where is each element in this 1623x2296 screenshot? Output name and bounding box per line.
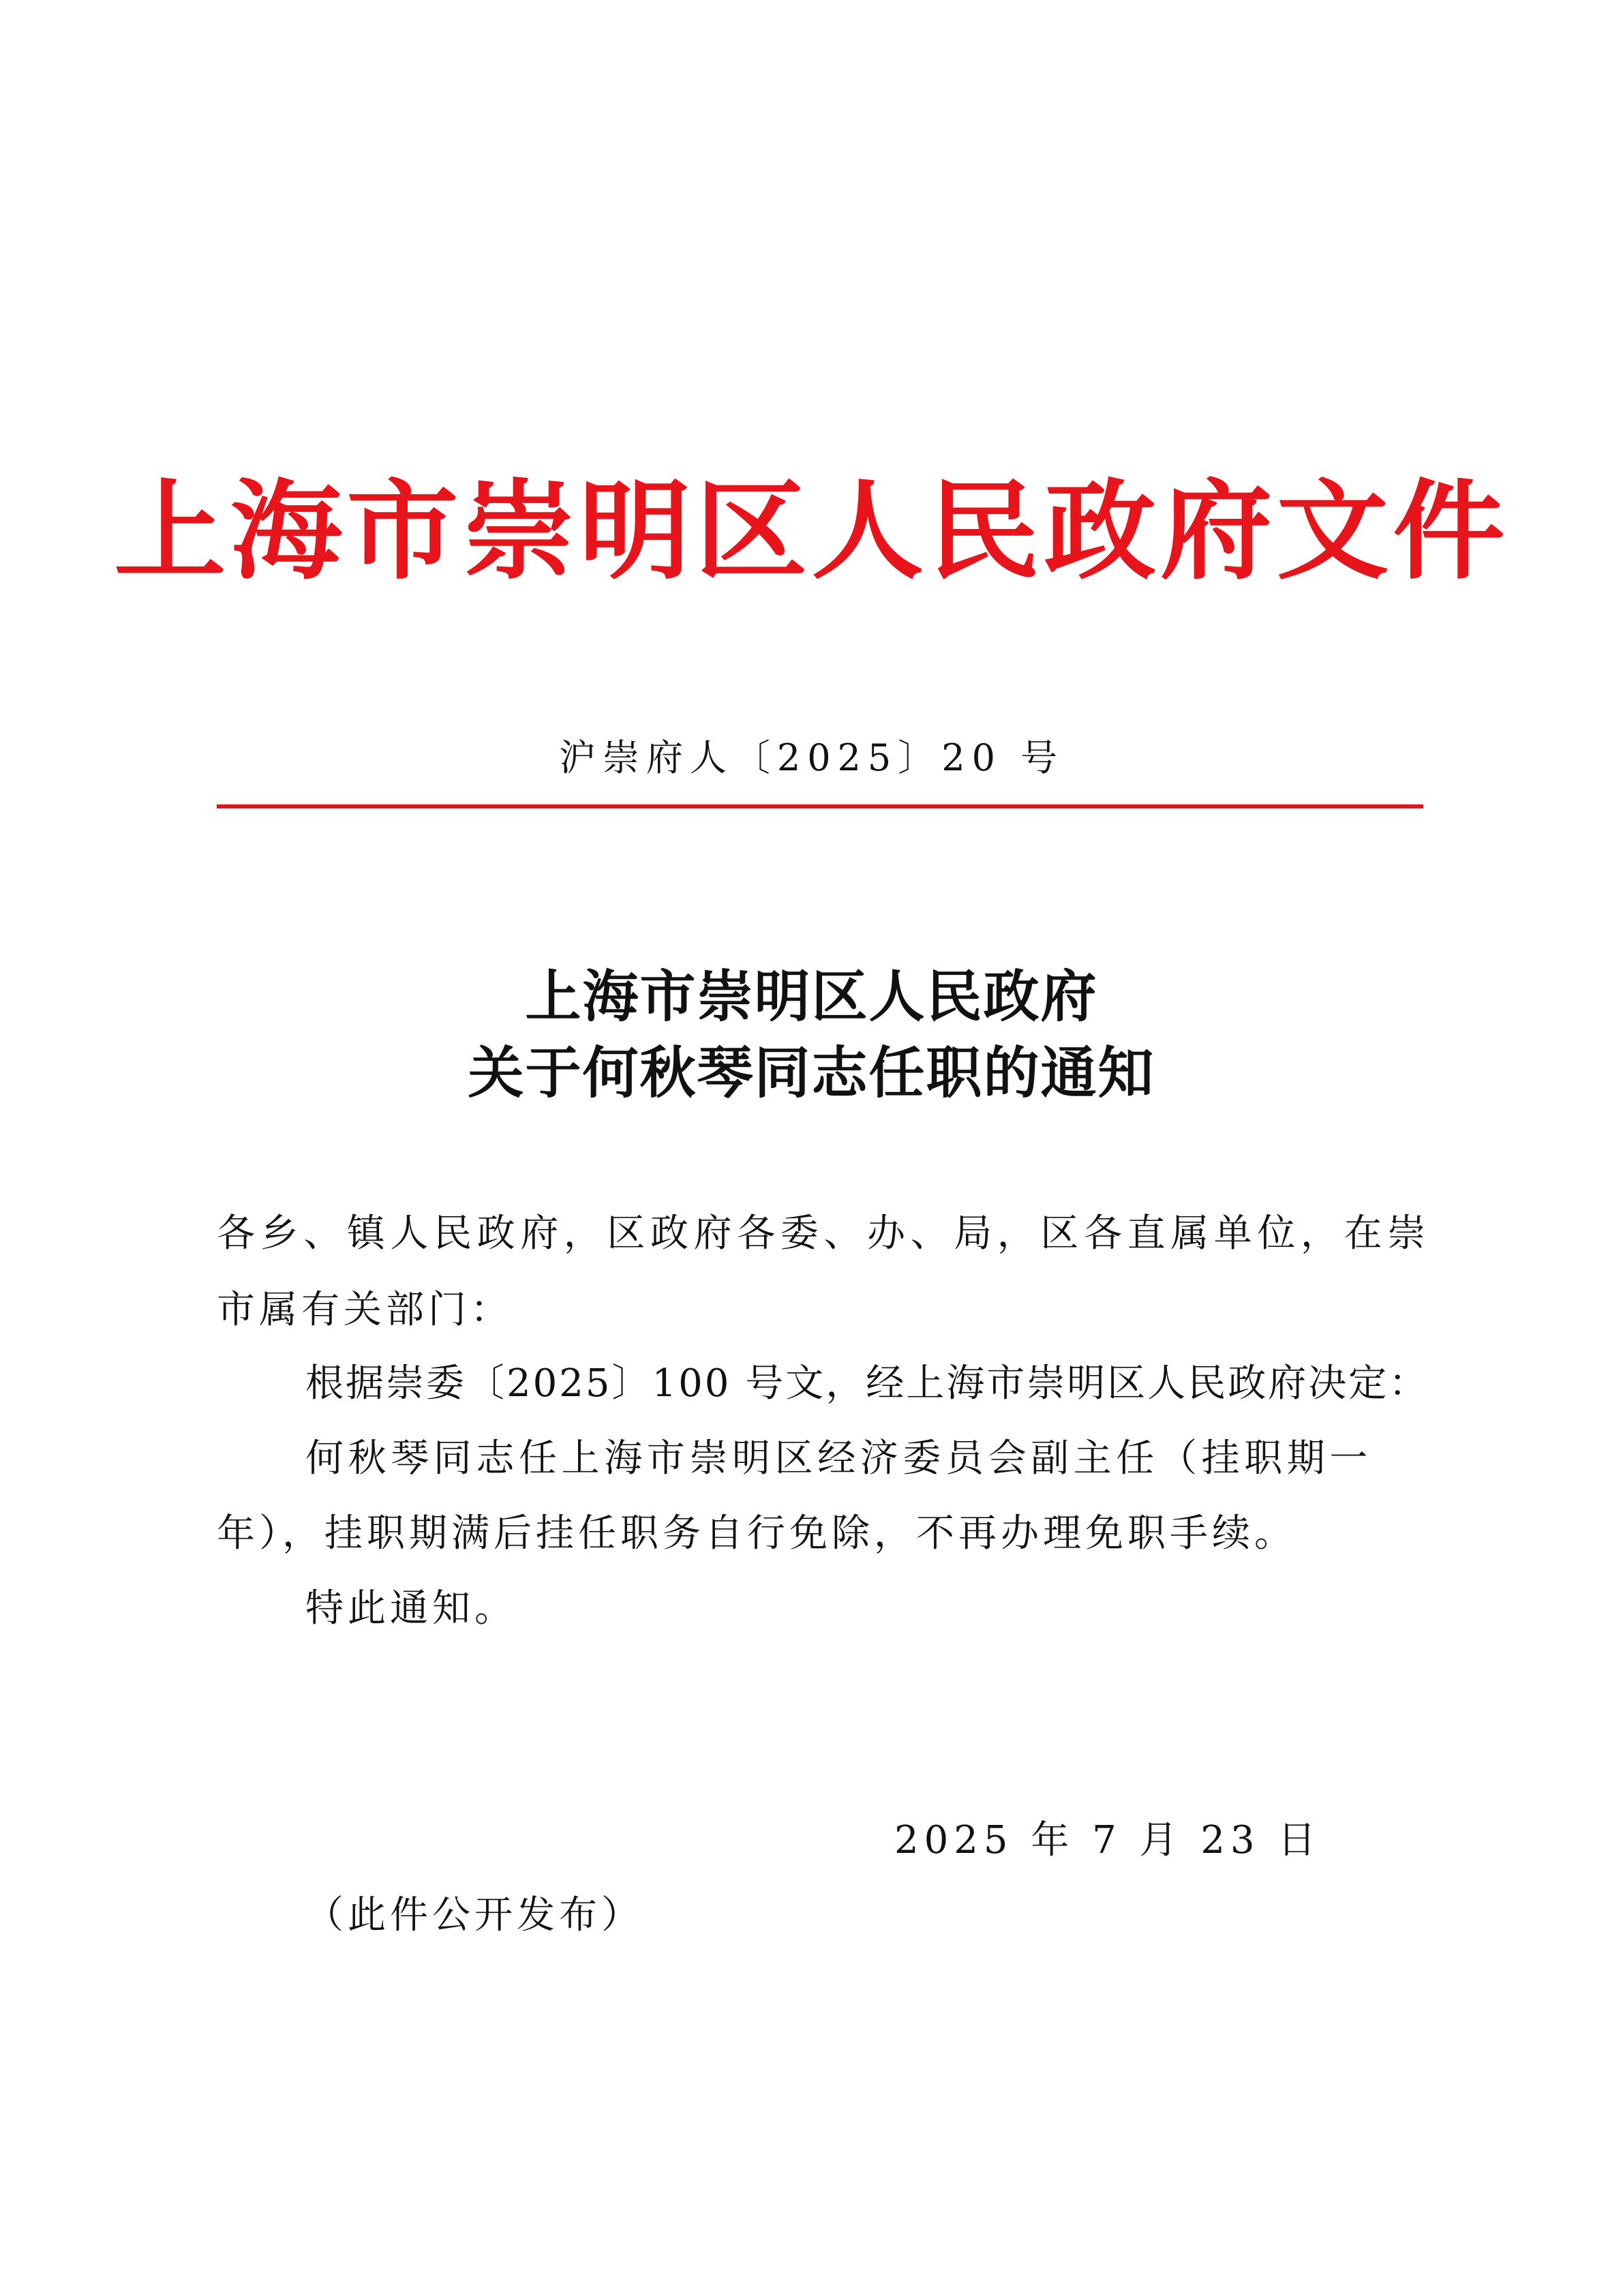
closing-line: 特此通知。 (305, 1586, 517, 1631)
basis-paragraph: 根据崇委〔2025〕100 号文，经上海市崇明区人民政府决定： (305, 1361, 1429, 1406)
salutation-line-1: 各乡、镇人民政府，区政府各委、办、局，区各直属单位，在崇 (217, 1211, 1431, 1256)
publication-note: （此件公开发布） (305, 1893, 643, 1937)
salutation-line-2: 市属有关部门： (217, 1288, 513, 1332)
issue-date: 2025 年 7 月 23 日 (894, 1818, 1322, 1862)
document-number: 沪崇府人〔2025〕20 号 (558, 736, 1065, 779)
decision-line-1: 何秋琴同志任上海市崇明区经济委员会副主任（挂职期一 (305, 1436, 1372, 1481)
document-title-line-1: 上海市崇明区人民政府 (525, 964, 1098, 1029)
document-title-line-2: 关于何秋琴同志任职的通知 (468, 1040, 1155, 1106)
red-separator-rule (217, 804, 1423, 809)
issuer-header: 上海市崇明区人民政府文件 (114, 468, 1509, 594)
decision-line-2: 年），挂职期满后挂任职务自行免除，不再办理免职手续。 (217, 1511, 1296, 1556)
